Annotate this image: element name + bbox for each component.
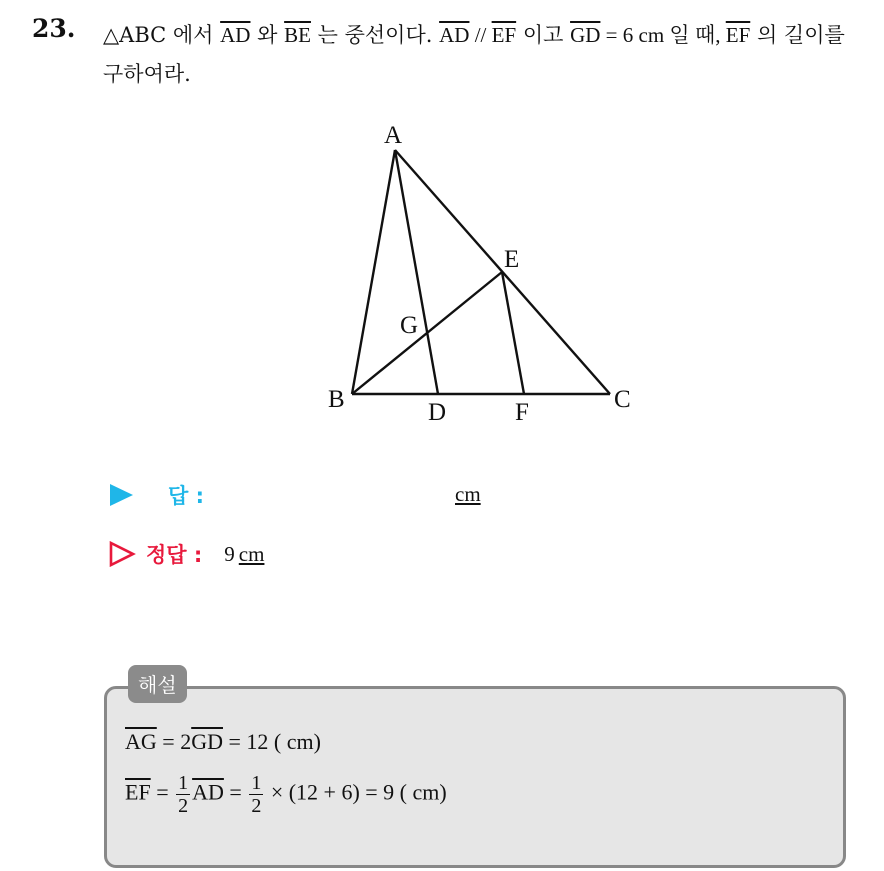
correct-answer-label: 정답 : bbox=[146, 543, 203, 567]
frac-numerator: 1 bbox=[251, 772, 262, 794]
sol-text: = 2 bbox=[156, 729, 192, 754]
correct-answer-unit: cm bbox=[238, 541, 265, 566]
question-text bbox=[103, 16, 863, 94]
segment-ag: $\overline{AG}$ bbox=[125, 729, 157, 754]
play-arrow-icon bbox=[108, 483, 134, 507]
label-f: F bbox=[515, 399, 529, 426]
q-part: 는 중선이다. bbox=[310, 23, 440, 47]
segment-ef: $\overline{EF}$ bbox=[125, 779, 151, 805]
segment-ad: $\overline{AD}$ bbox=[439, 23, 470, 47]
triangle-figure bbox=[318, 112, 658, 432]
q-part: = 6 cm 일 때, bbox=[600, 23, 726, 47]
segment-ef: $\overline{EF}$ bbox=[725, 23, 751, 47]
label-g: G bbox=[400, 312, 419, 339]
label-a: A bbox=[384, 122, 403, 149]
label-c: C bbox=[614, 386, 631, 413]
answer-blank-unit[interactable]: cm bbox=[455, 482, 481, 506]
frac-denominator: 2 bbox=[178, 795, 189, 817]
q-part: 와 bbox=[250, 23, 285, 47]
solution-tag: 해설 bbox=[128, 665, 187, 703]
sol-text: = bbox=[223, 779, 248, 805]
correct-answer-row bbox=[108, 539, 264, 569]
sol-text: = bbox=[150, 779, 175, 805]
segment-ad: $\overline{AD}$ bbox=[192, 779, 224, 805]
fraction-half bbox=[176, 772, 190, 817]
q-part: △ABC 에서 bbox=[103, 23, 221, 47]
sol-text: = 12 ( cm) bbox=[222, 729, 321, 754]
q-part: 의 길이를 구하여라. bbox=[103, 23, 845, 86]
label-e: E bbox=[504, 246, 520, 273]
sol-text: × (12 + 6) = 9 ( cm) bbox=[265, 779, 447, 805]
frac-numerator: 1 bbox=[178, 772, 189, 794]
solution-line-2 bbox=[125, 772, 447, 817]
segment-ad: $\overline{AD}$ bbox=[220, 23, 251, 47]
median-ad bbox=[395, 150, 438, 394]
question-number: 23. bbox=[32, 14, 76, 43]
median-be bbox=[352, 272, 502, 394]
solution-line-1 bbox=[125, 729, 321, 755]
parallel-symbol: // bbox=[469, 23, 492, 47]
q-part: 이고 bbox=[516, 23, 571, 47]
answer-label: 답 : bbox=[168, 484, 204, 508]
answer-blank-row bbox=[108, 480, 204, 510]
frac-denominator: 2 bbox=[251, 795, 262, 817]
segment-ef: $\overline{EF}$ bbox=[491, 23, 517, 47]
label-d: D bbox=[428, 399, 447, 426]
label-b: B bbox=[328, 386, 345, 413]
play-outline-icon bbox=[108, 541, 136, 567]
segment-be: $\overline{BE}$ bbox=[284, 23, 311, 47]
segment-gd: $\overline{GD}$ bbox=[570, 23, 601, 47]
side-ab bbox=[352, 150, 395, 394]
segment-ef-line bbox=[502, 272, 524, 394]
segment-gd: $\overline{GD}$ bbox=[191, 729, 223, 754]
fraction-half bbox=[249, 772, 263, 817]
correct-answer-value: 9 bbox=[224, 541, 235, 566]
